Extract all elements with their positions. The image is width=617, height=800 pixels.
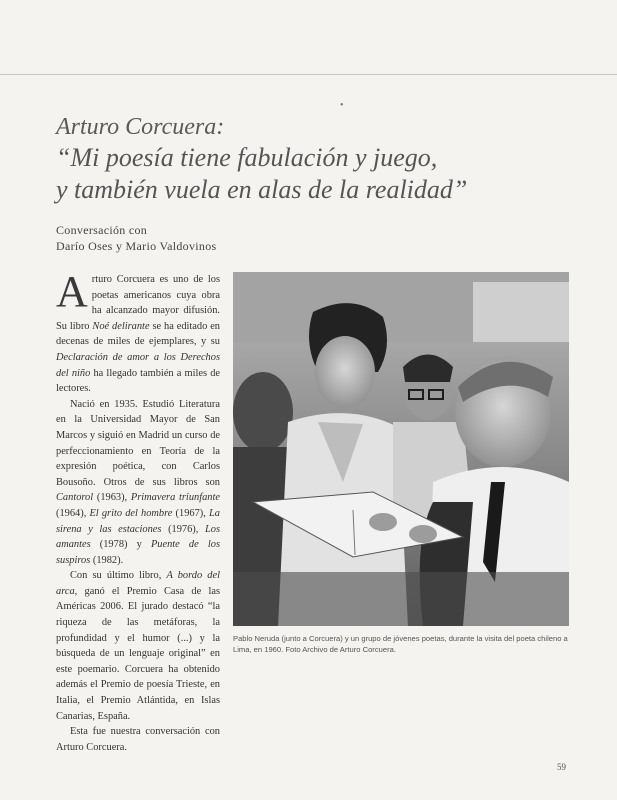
book-title: Primavera triunfante: [130, 492, 220, 504]
drop-cap: A: [56, 267, 88, 316]
title-quote-line-2: y también vuela en alas de la realidad”: [56, 175, 468, 204]
p1-text-a: rturo Corcuera es uno de los poetas americanos cuya obra ha alcanzado mayor difusión. Su libro: [56, 274, 220, 332]
p2-text: (1967),: [172, 507, 210, 519]
body-text-column: [56, 267, 221, 755]
paragraph-2: [56, 397, 220, 569]
byline-line-1: Conversación con: [56, 223, 148, 237]
p2-text: (1976),: [161, 523, 205, 535]
book-title: Cantorol: [56, 492, 94, 504]
book-title: Los amantes: [56, 523, 221, 551]
top-rule: [0, 74, 617, 75]
paragraph-1: [56, 267, 221, 397]
book-title: Puente de los suspiros: [56, 539, 220, 566]
p2-text: (1963),: [93, 492, 131, 504]
photo-neruda-corcuera: [233, 272, 569, 626]
p2-text: Nació en 1935. Estudió Literatura en la Universidad Mayor de San Marcos y siguió en Madrid un curso de perfeccionamiento en Teoría de la expresión poética, con Carlos Bousoño. Otros de sus libros son: [56, 398, 220, 488]
article-title: [56, 112, 576, 206]
byline: [56, 222, 216, 254]
p1-text-b: se ha editado en decenas de miles de ejemplares, y su: [56, 320, 221, 348]
book-title: Declaración de amor a los Derechos del niño: [56, 351, 220, 379]
p2-text: (1964),: [56, 507, 90, 519]
paragraph-3: [56, 568, 220, 724]
title-author: Arturo Corcuera:: [56, 114, 225, 140]
p1-text-c: ha llegado también a miles de lectores.: [56, 367, 220, 395]
book-title: Noé delirante: [92, 320, 150, 332]
photo-illustration: [233, 272, 569, 626]
photo-caption: Pablo Neruda (junto a Corcuera) y un grupo de jóvenes poetas, durante la visita del poeta chileno a Lima, en 1960. Foto Archivo de Arturo Corcuera.: [233, 634, 568, 654]
ornament-dot: •: [340, 100, 344, 111]
page-number: 59: [557, 762, 566, 772]
p3-text: , ganó el Premio Casa de las Américas 2006. El jurado destacó “la riqueza de las metáforas, la profundidad y el humor (...) y la búsqueda de un lenguaje original” en este poemario. Corcuera ha obtenido además el Premio de poesía Trieste, en Italia, el Premio Atlántida, en Islas Canarias, España.: [56, 585, 220, 722]
book-title: A bordo del arca: [56, 570, 220, 597]
p2-text: (1982).: [90, 554, 124, 566]
paragraph-4: Esta fue nuestra conversación con Arturo Corcuera.: [56, 726, 220, 753]
book-title: El grito del hombre: [89, 507, 173, 519]
book-title: La sirena y las estaciones: [56, 507, 220, 535]
byline-line-2: Darío Oses y Mario Valdovinos: [56, 239, 217, 253]
title-quote-line-1: “Mi poesía tiene fabulación y juego,: [56, 143, 438, 172]
p2-text: (1978) y: [90, 539, 151, 551]
p3-text: Con su último libro,: [70, 570, 167, 582]
